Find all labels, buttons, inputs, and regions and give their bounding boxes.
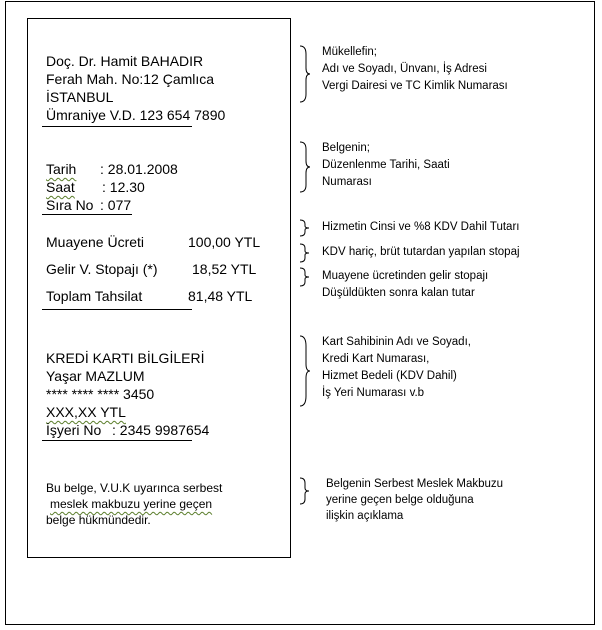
card-divider xyxy=(42,440,192,441)
note-net-line-2: Düşüldükten sonra kalan tutar xyxy=(322,287,475,299)
withholding-label: Gelir V. Stopajı (*) xyxy=(46,261,158,277)
note-document-line-3: Numarası xyxy=(322,176,372,188)
note-card-line-3: Hizmet Bedeli (KDV Dahil) xyxy=(322,370,457,382)
note-taxpayer-line-3: Vergi Dairesi ve TC Kimlik Numarası xyxy=(322,80,508,92)
sequence-label: Sıra No xyxy=(46,197,94,213)
note-card-line-1: Kart Sahibinin Adı ve Soyadı, xyxy=(322,336,471,348)
note-statement-line-2: yerine geçen belge olduğuna xyxy=(326,494,474,506)
note-document-line-1: Belgenin; xyxy=(322,142,370,154)
issuer-address: Ferah Mah. No:12 Çamlıca xyxy=(46,71,215,87)
brace-icon xyxy=(296,218,312,238)
total-label: Toplam Tahsilat xyxy=(46,288,143,304)
note-service: Hizmetin Cinsi ve %8 KDV Dahil Tutarı xyxy=(322,221,520,233)
sequence-value: : 077 xyxy=(100,197,132,213)
note-document-line-2: Düzenlenme Tarihi, Saati xyxy=(322,159,450,171)
time-label: Saat xyxy=(46,179,75,195)
merchant-value: : 2345 9987654 xyxy=(112,422,210,438)
footer-line-2: meslek makbuzu yerine geçen xyxy=(50,497,213,511)
brace-icon xyxy=(296,44,312,104)
date-value: : 28.01.2008 xyxy=(100,161,178,177)
issuer-name: Doç. Dr. Hamit BAHADIR xyxy=(46,53,204,69)
note-net-line-1: Muayene ücretinden gelir stopajı xyxy=(322,270,489,282)
amounts-divider xyxy=(42,309,192,310)
issuer-divider xyxy=(42,126,192,127)
note-statement-line-1: Belgenin Serbest Meslek Makbuzu xyxy=(326,478,504,490)
fee-value: 100,00 YTL xyxy=(188,234,261,250)
total-value: 81,48 YTL xyxy=(188,288,253,304)
brace-icon xyxy=(296,476,312,506)
issuer-city: İSTANBUL xyxy=(46,89,114,105)
note-card-line-4: İş Yeri Numarası v.b xyxy=(322,387,425,399)
note-statement-line-3: ilişkin açıklama xyxy=(326,510,404,522)
brace-icon xyxy=(296,242,312,264)
note-withholding: KDV hariç, brüt tutardan yapılan stopaj xyxy=(322,246,520,258)
withholding-value: 18,52 YTL xyxy=(192,261,257,277)
note-taxpayer-line-2: Adı ve Soyadı, Ünvanı, İş Adresi xyxy=(322,63,487,75)
time-value: : 12.30 xyxy=(102,179,145,195)
issuer-tax-office: Ümraniye V.D. 123 654 7890 xyxy=(46,107,226,123)
card-number: **** **** **** 3450 xyxy=(46,386,155,402)
footer-line-1: Bu belge, V.U.K uyarınca serbest xyxy=(46,481,223,495)
footer-line-3: belge hükmündedir. xyxy=(46,513,151,527)
card-holder: Yaşar MAZLUM xyxy=(46,368,145,384)
brace-icon xyxy=(296,140,312,194)
card-amount: XXX,XX YTL xyxy=(46,404,126,420)
brace-icon xyxy=(296,266,312,288)
note-taxpayer-line-1: Mükellefin; xyxy=(322,46,377,58)
document-divider xyxy=(42,214,132,215)
fee-label: Muayene Ücreti xyxy=(46,234,145,250)
note-card-line-2: Kredi Kart Numarası, xyxy=(322,353,430,365)
brace-icon xyxy=(296,334,312,408)
date-label: Tarih xyxy=(46,161,77,177)
merchant-label: İşyeri No xyxy=(46,422,102,438)
card-heading: KREDİ KARTI BİLGİLERİ xyxy=(46,350,205,366)
